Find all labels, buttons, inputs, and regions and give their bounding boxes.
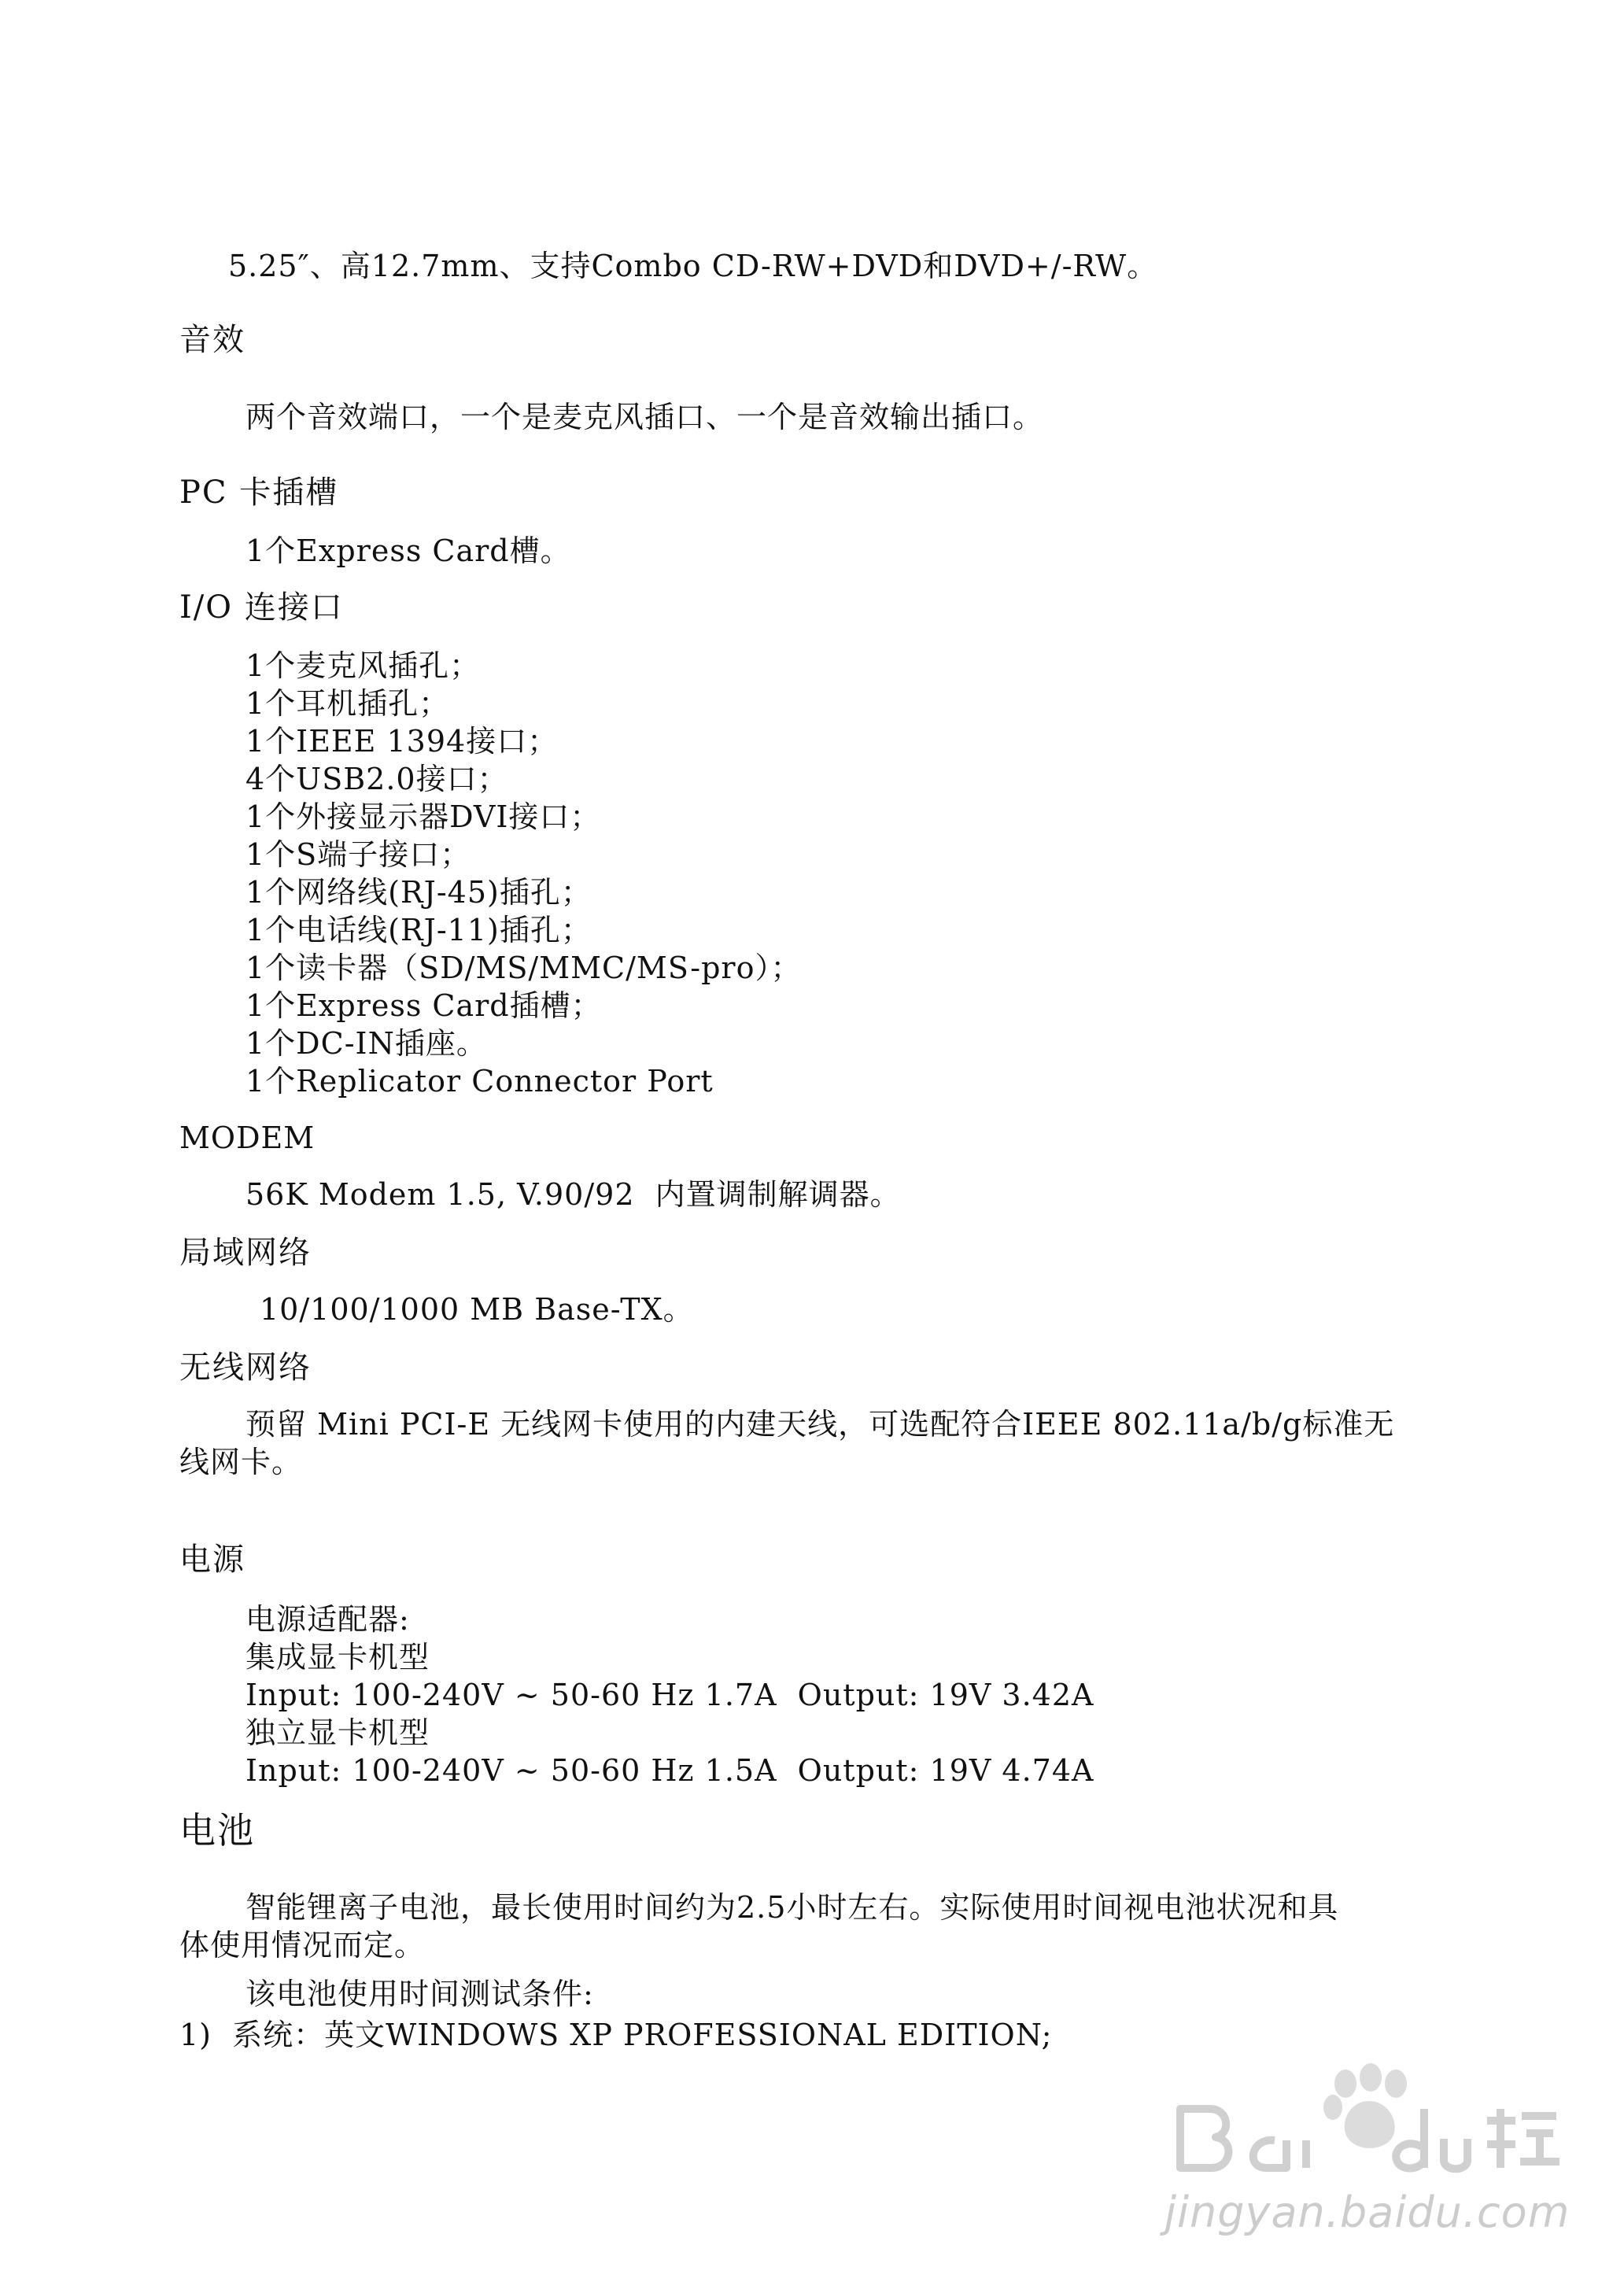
wireless-text-line1: 预留 Mini PCI-E 无线网卡使用的内建天线，可选配符合IEEE 802.11a/b/g标准无 xyxy=(245,1407,1395,1442)
watermark-url: jingyan.baidu.com xyxy=(1164,2188,1570,2237)
battery-text-line1: 智能锂离子电池，最长使用时间约为2.5小时左右。实际使用时间视电池状况和具 xyxy=(245,1890,1339,1925)
wireless-text-line2: 线网卡。 xyxy=(179,1445,303,1479)
io-list-item: 1个外接显示器DVI接口； xyxy=(245,799,601,834)
lan-heading: 局域网络 xyxy=(179,1235,312,1271)
modem-text: 56K Modem 1.5, V.90/92 内置调制解调器。 xyxy=(245,1177,901,1212)
io-list-item: 1个DC-IN插座。 xyxy=(245,1026,487,1061)
io-list-item: 1个网络线(RJ-45)插孔； xyxy=(245,875,592,910)
power-heading: 电源 xyxy=(179,1542,245,1578)
io-list-item: 1个电话线(RJ-11)插孔； xyxy=(245,913,592,947)
io-list-item: 1个耳机插孔； xyxy=(245,686,450,721)
io-list-item: 1个麦克风插孔； xyxy=(245,648,481,683)
wireless-heading: 无线网络 xyxy=(179,1350,312,1386)
io-list-item: 1个IEEE 1394接口； xyxy=(245,724,559,759)
power-line: 集成显卡机型 xyxy=(245,1640,430,1675)
pc-card-text: 1个Express Card槽。 xyxy=(245,534,571,568)
power-line: 独立显卡机型 xyxy=(245,1715,430,1750)
pc-card-heading: PC 卡插槽 xyxy=(179,474,339,511)
io-heading: I/O 连接口 xyxy=(179,589,344,626)
modem-heading: MODEM xyxy=(179,1121,316,1155)
io-list-item: 1个读卡器（SD/MS/MMC/MS-pro）； xyxy=(245,951,802,985)
intro-line: 5.25″、高12.7mm、支持Combo CD-RW+DVD和DVD+/-RW。 xyxy=(228,249,1158,283)
baidu-jingyan-watermark xyxy=(1157,2062,1570,2251)
power-line: Input: 100-240V ~ 50-60 Hz 1.7A Output: 19V 3.42A xyxy=(245,1678,1094,1712)
battery-heading: 电池 xyxy=(179,1809,255,1852)
audio-heading: 音效 xyxy=(179,322,245,358)
io-list-item: 1个Replicator Connector Port xyxy=(245,1064,714,1098)
battery-text-line2: 体使用情况而定。 xyxy=(179,1928,426,1963)
lan-text: 10/100/1000 MB Base-TX。 xyxy=(260,1292,694,1327)
power-line: Input: 100-240V ~ 50-60 Hz 1.5A Output: 19V 4.74A xyxy=(245,1753,1094,1788)
io-list-item: 4个USB2.0接口； xyxy=(245,762,508,796)
battery-test-intro: 该电池使用时间测试条件: xyxy=(245,1977,594,2011)
io-list-item: 1个Express Card插槽； xyxy=(245,988,602,1023)
power-line: 电源适配器: xyxy=(245,1602,410,1637)
battery-numbered-item: 1) 系统：英文WINDOWS XP PROFESSIONAL EDITION; xyxy=(179,2018,1053,2052)
io-list-item: 1个S端子接口； xyxy=(245,837,471,872)
audio-text: 两个音效端口，一个是麦克风插口、一个是音效输出插口。 xyxy=(245,400,1044,434)
baidu-paw-logo-icon xyxy=(1157,2062,1566,2180)
